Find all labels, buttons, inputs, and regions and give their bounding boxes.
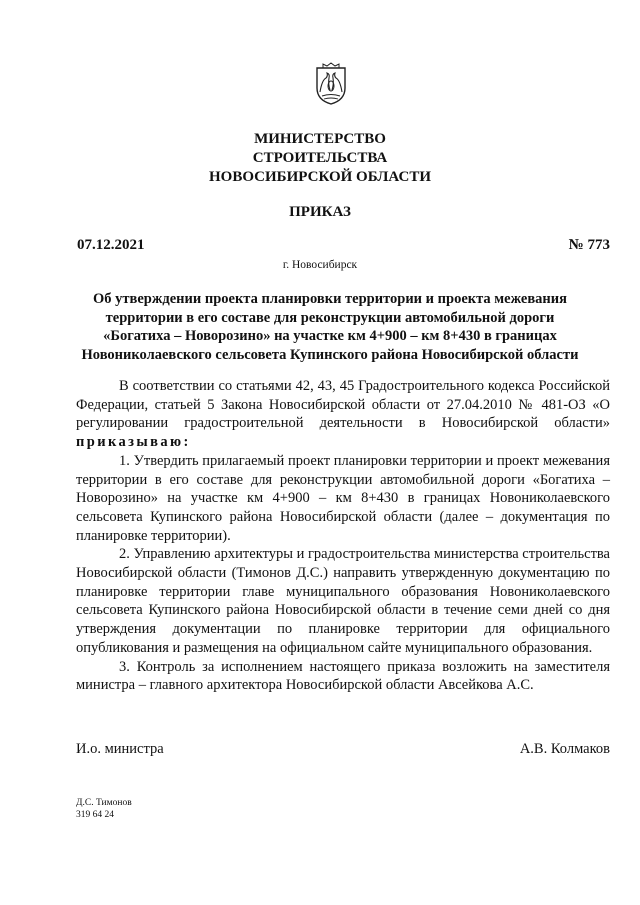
executor-name: Д.С. Тимонов [76, 798, 132, 808]
ministry-line-1: МИНИСТЕРСТВО [254, 131, 386, 147]
order-city: г. Новосибирск [282, 259, 358, 271]
order-body [76, 377, 610, 695]
subject-line-2: территории в его составе для реконструкции автомобильной дороги [105, 309, 555, 326]
executor-block [76, 797, 132, 821]
order-item-1: 1. Утвердить прилагаемый проект планировки территории и проект межевания территории в его составе для реконструкции автомобильной дороги «Богатиха – Новорозино» на участке км 4+900 – км 8+430 в границах Новониколаевского сельсовета Купинского района Новосибирской области (далее – документация по планировке территории). [76, 452, 610, 544]
order-word-colon: : [183, 434, 189, 451]
subject-line-3: «Богатиха – Новорозино» на участке км 4+900 – км 8+430 в границах [103, 328, 557, 344]
order-item-2: 2. Управлению архитектуры и градостроительства министерства строительства Новосибирской области (Тимонов Д.С.) направить утвержденную документацию по планировке территории главе муниципального образования Новониколаевского сельсовета Купинского района Новосибирской области в течение семи дней со дня утверждения документации по планировке территории для официального опубликования и размещения на официальном сайте муниципального образования. [76, 546, 610, 656]
document-type: ПРИКАЗ [289, 204, 351, 220]
signatory-name: А.В. Колмаков [519, 741, 610, 757]
preamble-paragraph [76, 377, 610, 452]
signatory-position: И.о. министра [76, 741, 164, 757]
order-item-3: 3. Контроль за исполнением настоящего приказа возложить на заместителя министра – главного архитектора Новосибирской области Авсейкова А.С. [76, 658, 610, 694]
subject-line-4: Новониколаевского сельсовета Купинского района Новосибирской области [81, 346, 579, 363]
order-date: 07.12.2021 [77, 237, 145, 253]
order-subject [60, 290, 600, 364]
order-number: № 773 [568, 237, 610, 253]
executor-phone: 319 64 24 [76, 810, 114, 820]
coat-of-arms-icon [314, 62, 348, 106]
ministry-line-3: НОВОСИБИРСКОЙ ОБЛАСТИ [208, 169, 432, 185]
preamble-text: В соответствии со статьями 42, 43, 45 Градостроительного кодекса Российской Федерации, статьей 5 Закона Новосибирской области от 27.04.2010 № 481-ОЗ «О регулировании градостроительной деятельности в Новосибирской области» [76, 378, 610, 432]
ministry-line-2: СТРОИТЕЛЬСТВА [252, 150, 388, 166]
order-word: приказываю [76, 434, 184, 451]
subject-line-1: Об утверждении проекта планировки территории и проекта межевания [93, 291, 567, 307]
ministry-title [0, 130, 640, 187]
